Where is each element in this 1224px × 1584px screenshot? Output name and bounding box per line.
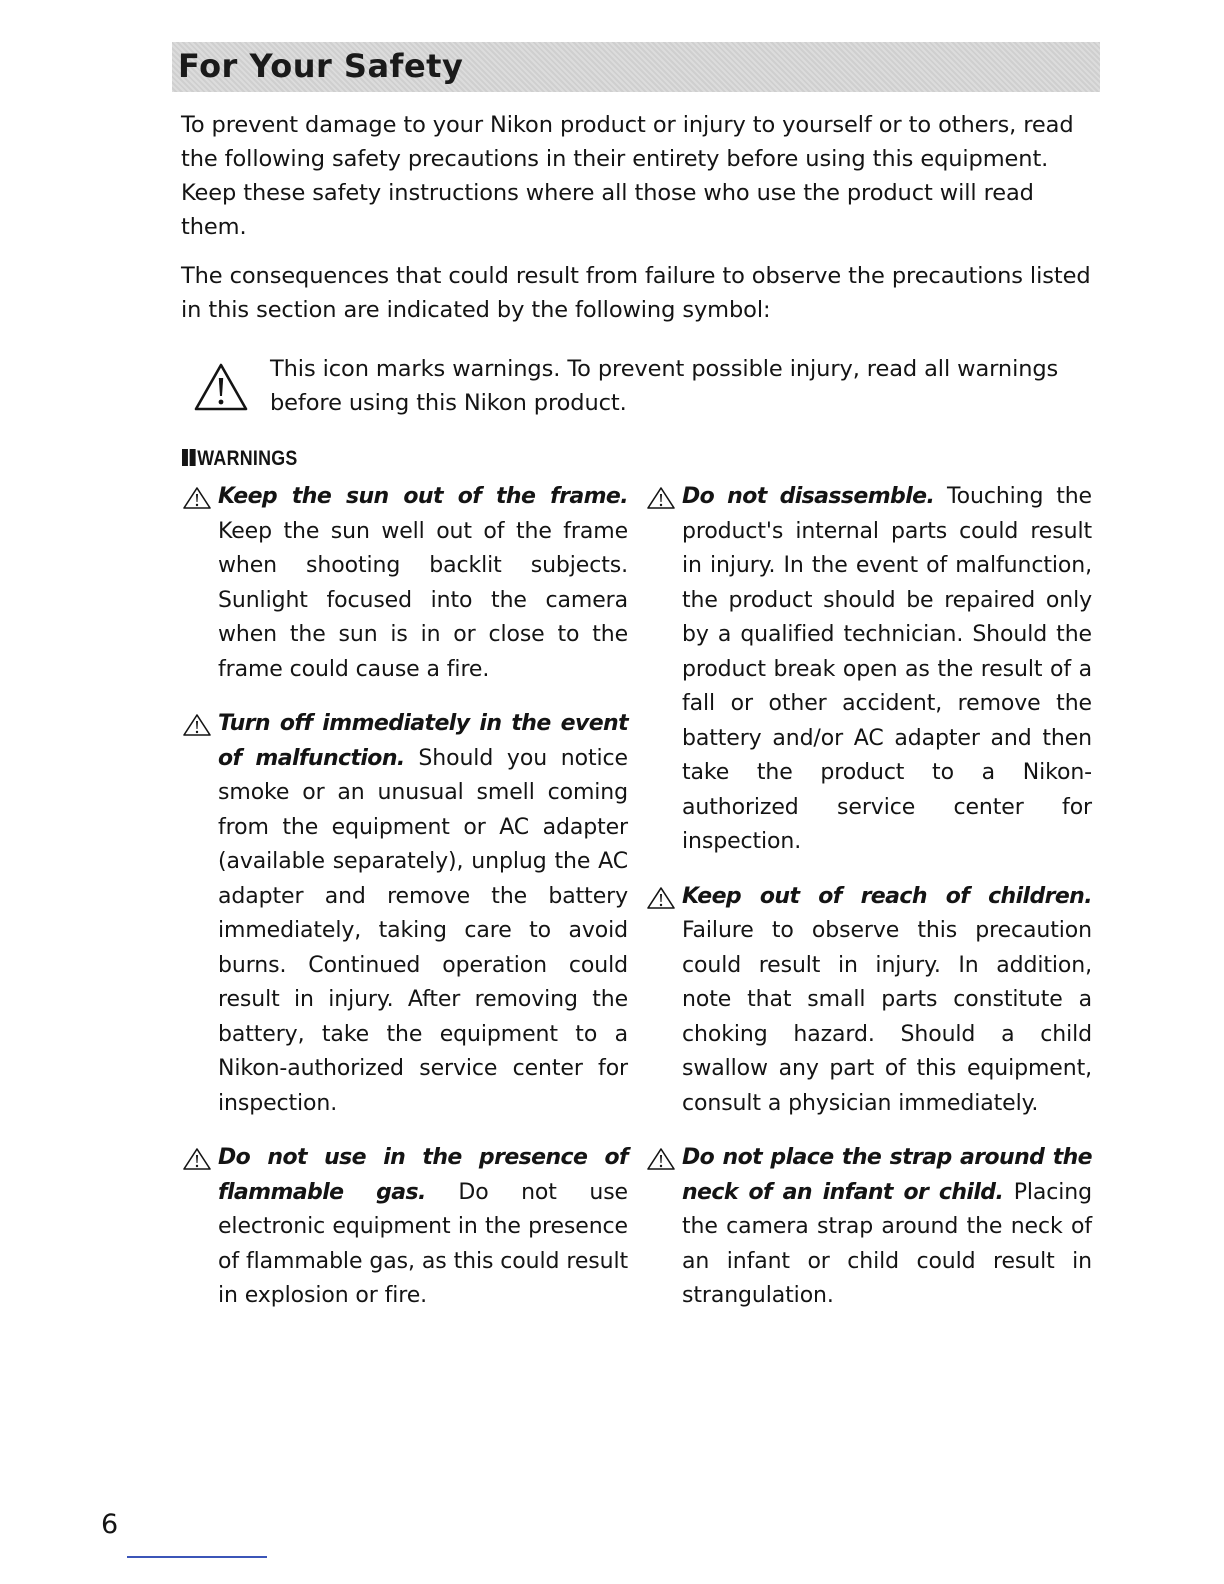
- warning-body: Touching the product's internal parts could result in injury. In the event of malfunction, the product should be repaired only by a qualified technician. Should the product break open as the result of a fall or other accident, remove the battery and/or AC adapter and then take the product to a Nikon-authorized service center for inspection.: [682, 484, 1092, 854]
- warnings-right-column: [646, 480, 1092, 1334]
- warning-body: Placing the camera strap around the neck of an infant or child could result in strangulation.: [682, 1179, 1092, 1308]
- warning-body: Do not use electronic equipment in the presence of flammable gas, as this could result in explosion or fire.: [218, 1179, 628, 1308]
- warning-body: Keep the sun well out of the frame when shooting backlit subjects. Sunlight focused into the camera when the sun is in or close to the frame could cause a fire.: [218, 518, 628, 682]
- warning-body: Should you notice smoke or an unusual smell coming from the equipment or AC adapter (available separately), unplug the AC adapter and remove the battery immediately, taking care to avoid burns. Continued operation could result in injury. After removing the battery, take the equipment to a Nikon-authorized service center for inspection.: [218, 745, 628, 1116]
- warnings-left-column: [182, 480, 628, 1334]
- warning-body: Failure to observe this precaution could result in injury. In addition, note that small parts constitute a choking hazard. Should a child swallow any part of this equipment, consult a physician immediately.: [682, 918, 1092, 1116]
- warning-item: [182, 707, 628, 1121]
- warning-title: Keep out of reach of children.: [682, 883, 1092, 909]
- page-number-rule: [127, 1556, 267, 1558]
- page-number: 6: [101, 1509, 119, 1540]
- heading-bar-marker: [190, 449, 196, 466]
- warnings-heading-label: WARNINGS: [197, 447, 298, 470]
- warning-triangle-icon: [182, 486, 212, 510]
- warning-triangle-icon: [193, 362, 249, 412]
- warning-title: Keep the sun out of the frame.: [218, 484, 628, 509]
- warning-triangle-icon: [182, 713, 212, 737]
- warning-item: [182, 1141, 628, 1314]
- warning-item: [646, 480, 1092, 860]
- intro-paragraph-1: To prevent damage to your Nikon product or injury to yourself or to others, read the following safety precautions in their entirety before using this equipment. Keep these safety instructions where all those who use the product will read them.: [181, 112, 1074, 240]
- warning-item: [646, 1141, 1092, 1314]
- warning-triangle-icon: [646, 1147, 676, 1171]
- warning-title: Do not disassemble.: [682, 484, 935, 509]
- heading-bar-marker: [182, 449, 188, 466]
- warning-item: [182, 480, 628, 687]
- warning-symbol-legend: [181, 352, 1093, 428]
- page-title: For Your Safety: [178, 47, 464, 85]
- warning-triangle-icon: [182, 1147, 212, 1171]
- warnings-heading: [182, 444, 298, 474]
- warning-item: [646, 880, 1092, 1122]
- warning-triangle-icon: [646, 886, 676, 910]
- warning-title: Do not place the strap around the neck of an infant or child.: [682, 1145, 1092, 1205]
- warning-triangle-icon: [646, 486, 676, 510]
- intro-paragraph-2: The consequences that could result from failure to observe the precautions listed in this section are indicated by the following symbol:: [181, 263, 1091, 323]
- warning-title: Turn off immediately in the event of malfunction.: [218, 711, 628, 771]
- legend-text: This icon marks warnings. To prevent possible injury, read all warnings before using this Nikon product.: [270, 356, 1059, 416]
- warning-title: Do not use in the presence of flammable gas.: [218, 1145, 628, 1205]
